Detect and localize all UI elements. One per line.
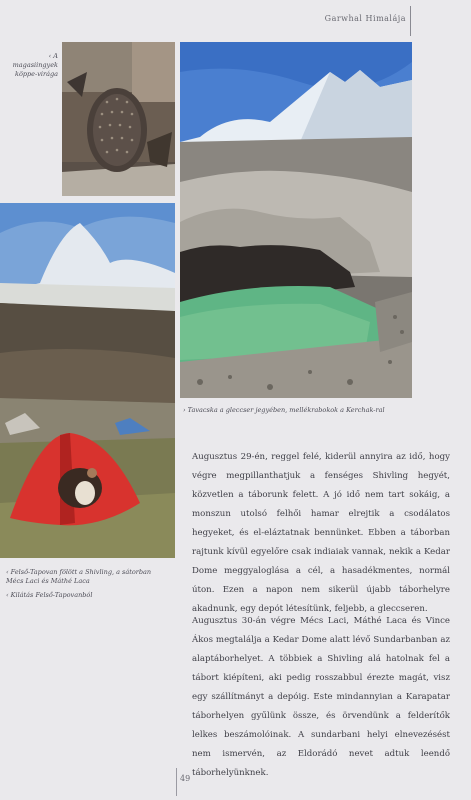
photo-cactus (62, 42, 175, 196)
caption-shivling: ‹ Felső-Tapovan fölött a Shivling, a sátorban Mécs Laci és Máthé Laca (6, 568, 152, 585)
caption-cactus: ‹ A magasiingyek köppe-virága (12, 52, 58, 78)
caption-view: ‹ Kilátás Felső-Tapovanból (6, 591, 93, 599)
photo-tent-camp (0, 203, 175, 558)
body-paragraph-1: Augusztus 29-én, reggel felé, kiderül annyira az idő, hogy végre megpillanthatjuk a fenséges Shivling hegyét, közvetlen a táborunk felett. A jó idő nem tart sokáig, a monszun utolsó felhői hamar elrejtik a csodálatos hegyeket, és el-eláztatnak bennünket. Ebben a táborban rajtunk kívül egyelőre csak indiaiak vannak, nekik a Kedar Dome meggyaloglása a cél, a hasadékmentes, normál úton. Ezen a napon nem sikerül újabb táborhelyre akadnunk, egy depót létesítünk, feljebb, a gleccseren. (192, 452, 450, 614)
footer-rule (176, 768, 177, 796)
page-number: 49 (180, 774, 191, 783)
body-paragraph-2: Augusztus 30-án végre Mécs Laci, Máthé Laca és Vince Ákos megtalálja a Kedar Dome alatt lévő Sundarbanban az alaptáborhelyet. A többiek a Shivling alá hatolnak fel a tábort kiépíteni, aki pedig rosszabbul érezte magát, visz egy szállítmányt a depóig. Este mindannyian a Karapatar táborhelyen gyűlünk össze, és örvendünk a felderítők lelkes beszámolóinak. A sundarbani helyi elnevezésést nem ismervén, az Eldorádó nevet adtuk leendő táborhelyünknek. (192, 616, 450, 778)
running-head: Garwhal Himalája (324, 14, 406, 23)
caption-group-left (6, 568, 166, 605)
photo-glacier-lake (180, 42, 412, 398)
header-rule (410, 6, 411, 36)
caption-glacier: › Tavacska a gleccser jegyében, mellékrabokok a Kerchak-ral (183, 406, 385, 414)
